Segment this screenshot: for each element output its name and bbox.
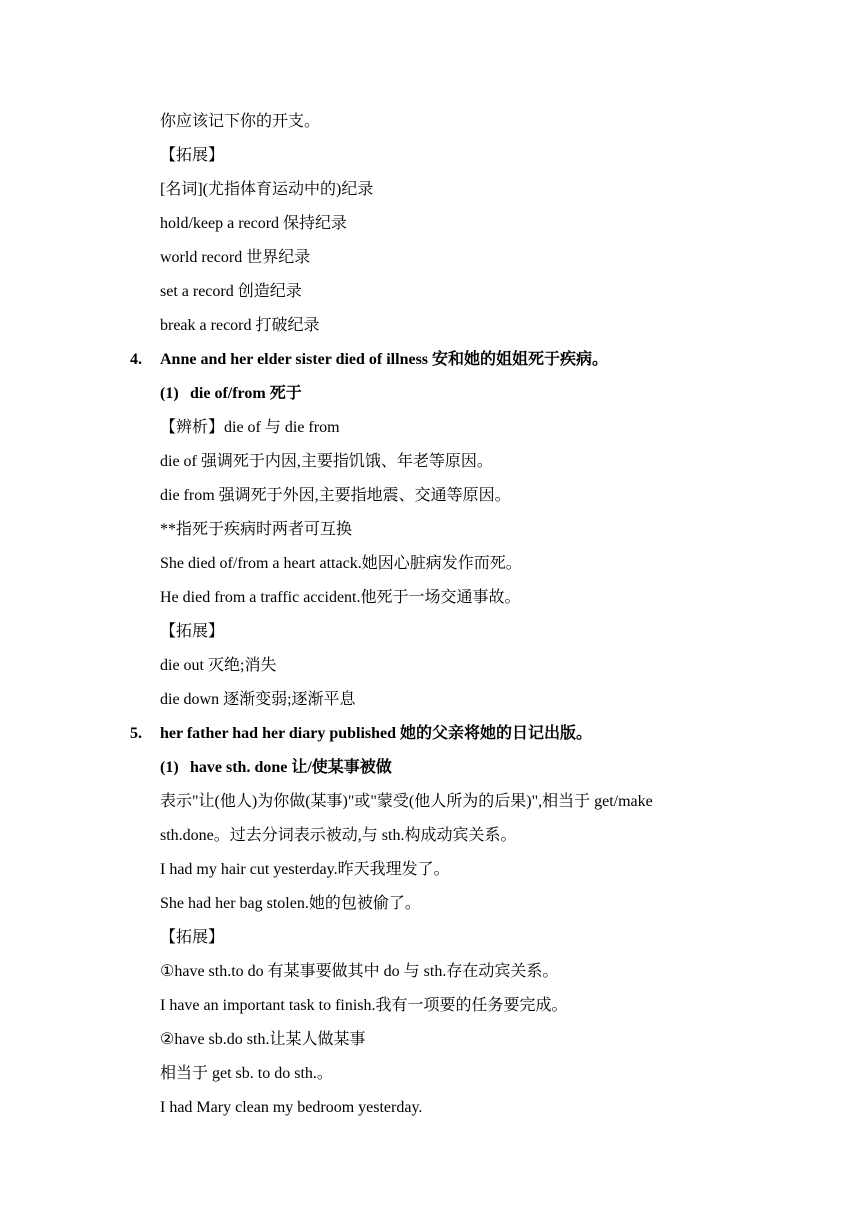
section-number: 5. [130, 725, 142, 742]
example-sentence: I had Mary clean my bedroom yesterday. [160, 1099, 423, 1116]
subsection-heading [160, 384, 302, 404]
subsection-title: have sth. done 让/使某事被做 [190, 759, 392, 776]
text-line: world record 世界纪录 [160, 249, 311, 266]
section-number: 4. [130, 351, 142, 368]
example-sentence: She had her bag stolen.她的包被偷了。 [160, 895, 421, 912]
text-line: ②have sb.do sth.让某人做某事 [160, 1031, 366, 1048]
subsection-number: (1) [160, 385, 179, 402]
extension-heading: 【拓展】 [160, 623, 225, 640]
text-line: ①have sth.to do 有某事要做其中 do 与 sth.存在动宾关系。 [160, 963, 559, 980]
text-line: 相当于 get sb. to do sth.。 [160, 1065, 333, 1082]
subsection-heading [160, 758, 392, 778]
text-line: die of 强调死于内因,主要指饥饿、年老等原因。 [160, 453, 493, 470]
text-line: [名词](尤指体育运动中的)纪录 [160, 181, 374, 198]
text-line: hold/keep a record 保持纪录 [160, 215, 348, 232]
analysis-heading: 【辨析】die of 与 die from [160, 419, 340, 436]
text-line: set a record 创造纪录 [160, 283, 302, 300]
extension-heading: 【拓展】 [160, 929, 225, 946]
text-line: die from 强调死于外因,主要指地震、交通等原因。 [160, 487, 511, 504]
text-line: 你应该记下你的开支。 [160, 113, 321, 130]
text-line: sth.done。过去分词表示被动,与 sth.构成动宾关系。 [160, 827, 517, 844]
section-heading: Anne and her elder sister died of illness 安和她的姐姐死于疾病。 [160, 351, 609, 368]
subsection-title: die of/from 死于 [190, 385, 302, 402]
text-line: **指死于疾病时两者可互换 [160, 521, 353, 538]
text-line: 表示"让(他人)为你做(某事)"或"蒙受(他人所为的后果)",相当于 get/make [160, 793, 653, 810]
example-sentence: I have an important task to finish.我有一项要的任务要完成。 [160, 997, 568, 1014]
section-heading: her father had her diary published 她的父亲将她的日记出版。 [160, 725, 593, 742]
text-line: die down 逐渐变弱;逐渐平息 [160, 691, 356, 708]
subsection-number: (1) [160, 759, 179, 776]
example-sentence: I had my hair cut yesterday.昨天我理发了。 [160, 861, 450, 878]
text-line: die out 灭绝;消失 [160, 657, 277, 674]
extension-heading: 【拓展】 [160, 147, 225, 164]
example-sentence: He died from a traffic accident.他死于一场交通事故。 [160, 589, 521, 606]
text-line: break a record 打破纪录 [160, 317, 320, 334]
example-sentence: She died of/from a heart attack.她因心脏病发作而死。 [160, 555, 522, 572]
